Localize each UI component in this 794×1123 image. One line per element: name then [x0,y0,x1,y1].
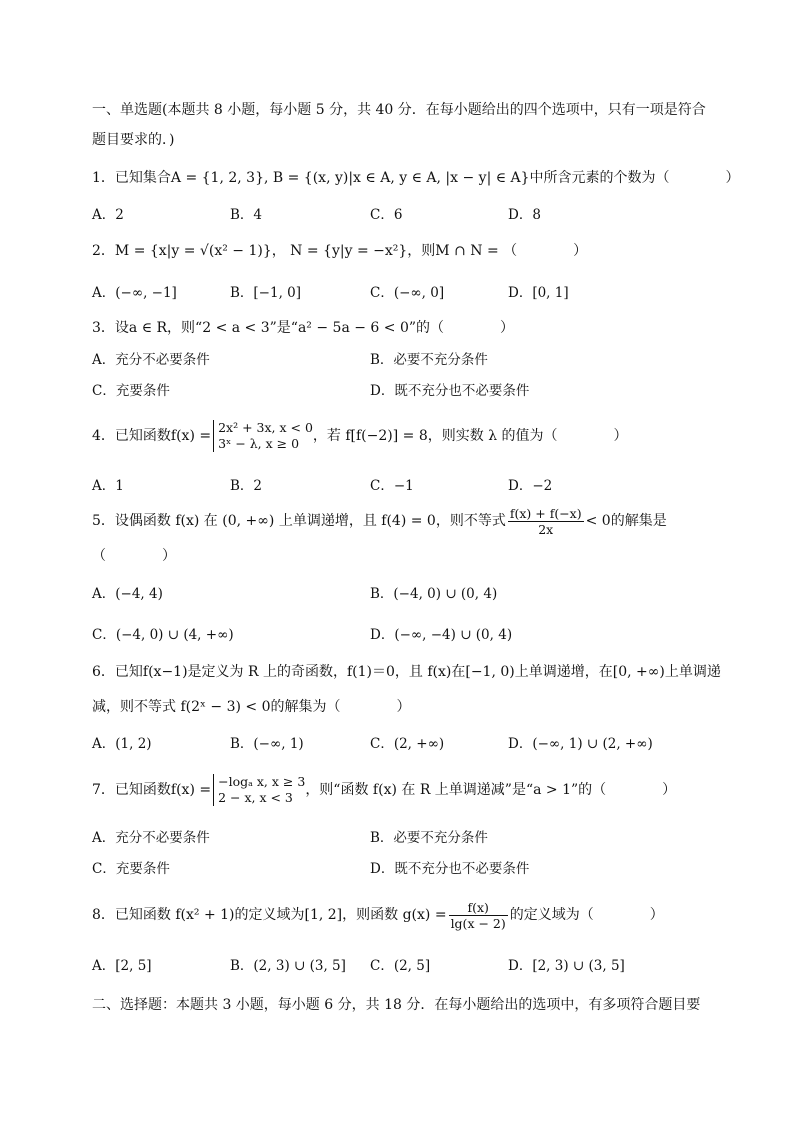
q4-option-b: B．2 [230,478,263,494]
q1-option-a: A．2 [92,207,124,223]
q7-option-d: D．既不充分也不必要条件 [370,861,530,877]
q3-option-a: A．充分不必要条件 [92,352,210,368]
q4-stem-prefix: 4．已知函数f(x) = [92,428,212,444]
question-6-stem: 6．已知f(x−1)是定义为 R 上的奇函数，f(1)＝0，且 f(x)在[−1, 0)上单调递增，在[0, +∞)上单调递 [92,664,721,680]
q5-fraction [508,506,584,537]
q2-option-d: D．[0, 1] [508,285,569,301]
question-6-stem-cont: 减，则不等式 f(2ˣ − 3) < 0的解集为（ ） [92,699,411,715]
q4-stem-suffix: ，若 f[f(−2)] = 8，则实数 λ 的值为（ ） [312,428,628,444]
q4-option-a: A．1 [92,478,124,494]
q1-option-b: B．4 [230,207,263,223]
q4-option-c: C．−1 [370,478,414,494]
question-8-stem [92,897,664,933]
q2-option-b: B．[−1, 0] [230,285,302,301]
q5-frac-numerator: f(x) + f(−x) [509,505,582,521]
section-2-header: 二、选择题：本题共 3 小题，每小题 6 分，共 18 分．在每小题给出的选项中，有多项符合题目要 [92,997,701,1013]
q8-option-a: A．[2, 5] [92,958,152,974]
q8-option-c: C．(2, 5] [370,958,431,974]
q6-option-c: C．(2, +∞) [370,736,445,752]
question-5-stem-cont: （ ） [92,548,176,564]
q5-option-c: C．(−4, 0) ∪ (4, +∞) [92,627,234,643]
q7-option-b: B．必要不充分条件 [370,830,488,846]
q8-option-d: D．[2, 3) ∪ (3, 5] [508,958,625,974]
question-3-stem: 3．设a ∈ R，则“2 < a < 3”是“a² − 5a − 6 < 0”的（ ） [92,320,515,336]
q1-option-c: C．6 [370,207,403,223]
q7-piece-2: 2 − x, x < 3 [218,790,293,805]
q4-piece-1: 2x² + 3x, x < 0 [218,420,313,435]
q3-option-d: D．既不充分也不必要条件 [370,383,530,399]
q8-frac-denominator: lg(x − 2) [450,915,506,931]
q2-option-c: C．(−∞, 0] [370,285,445,301]
question-7-stem [92,772,676,808]
q8-stem-prefix: 8．已知函数 f(x² + 1)的定义域为[1, 2]，则函数 g(x) = [92,907,447,923]
q8-option-b: B．(2, 3) ∪ (3, 5] [230,958,346,974]
q5-stem-prefix: 5．设偶函数 f(x) 在 (0, +∞) 上单调递增，且 f(4) = 0，则不等式 [92,513,506,529]
q5-option-a: A．(−4, 4) [92,586,163,602]
q1-option-d: D．8 [508,207,541,223]
q3-option-b: B．必要不充分条件 [370,352,488,368]
q6-option-d: D．(−∞, 1) ∪ (2, +∞) [508,736,653,752]
section-1-header: 一、单选题(本题共 8 小题，每小题 5 分，共 40 分．在每小题给出的四个选项中，只有一项是符合 [92,102,706,118]
q7-option-c: C．充要条件 [92,861,170,877]
question-5-stem [92,503,667,539]
q5-option-d: D．(−∞, −4) ∪ (0, 4) [370,627,513,643]
q8-fraction [449,900,508,931]
q4-piecewise [213,420,313,452]
q7-option-a: A．充分不必要条件 [92,830,210,846]
section-1-header-cont: 题目要求的．) [92,132,175,148]
q2-option-a: A．(−∞, −1] [92,285,177,301]
question-4-stem [92,418,628,454]
q5-option-b: B．(−4, 0) ∪ (0, 4) [370,586,498,602]
q8-stem-suffix: 的定义域为（ ） [509,907,664,923]
q7-piecewise [213,774,305,806]
q7-piece-1: −logₐ x, x ≥ 3 [218,774,306,789]
q6-option-b: B．(−∞, 1) [230,736,304,752]
q4-option-d: D．−2 [508,478,553,494]
q6-option-a: A．(1, 2) [92,736,152,752]
q5-frac-denominator: 2x [538,521,554,537]
q7-stem-suffix: ，则“函数 f(x) 在 R 上单调递减”是“a > 1”的（ ） [305,782,677,798]
q3-option-c: C．充要条件 [92,383,170,399]
question-1-stem: 1．已知集合A = {1, 2, 3}, B = {(x, y)|x ∈ A, y ∈ A, |x − y| ∈ A}中所含元素的个数为（ ） [92,170,740,186]
q7-stem-prefix: 7．已知函数f(x) = [92,782,212,798]
q4-piece-2: 3ˣ − λ, x ≥ 0 [218,436,300,451]
q5-stem-suffix: < 0的解集是 [585,513,667,529]
question-2-stem: 2．M = {x|y = √(x² − 1)}， N = {y|y = −x²}，则M ∩ N = （ ） [92,243,588,259]
q8-frac-numerator: f(x) [449,900,508,916]
